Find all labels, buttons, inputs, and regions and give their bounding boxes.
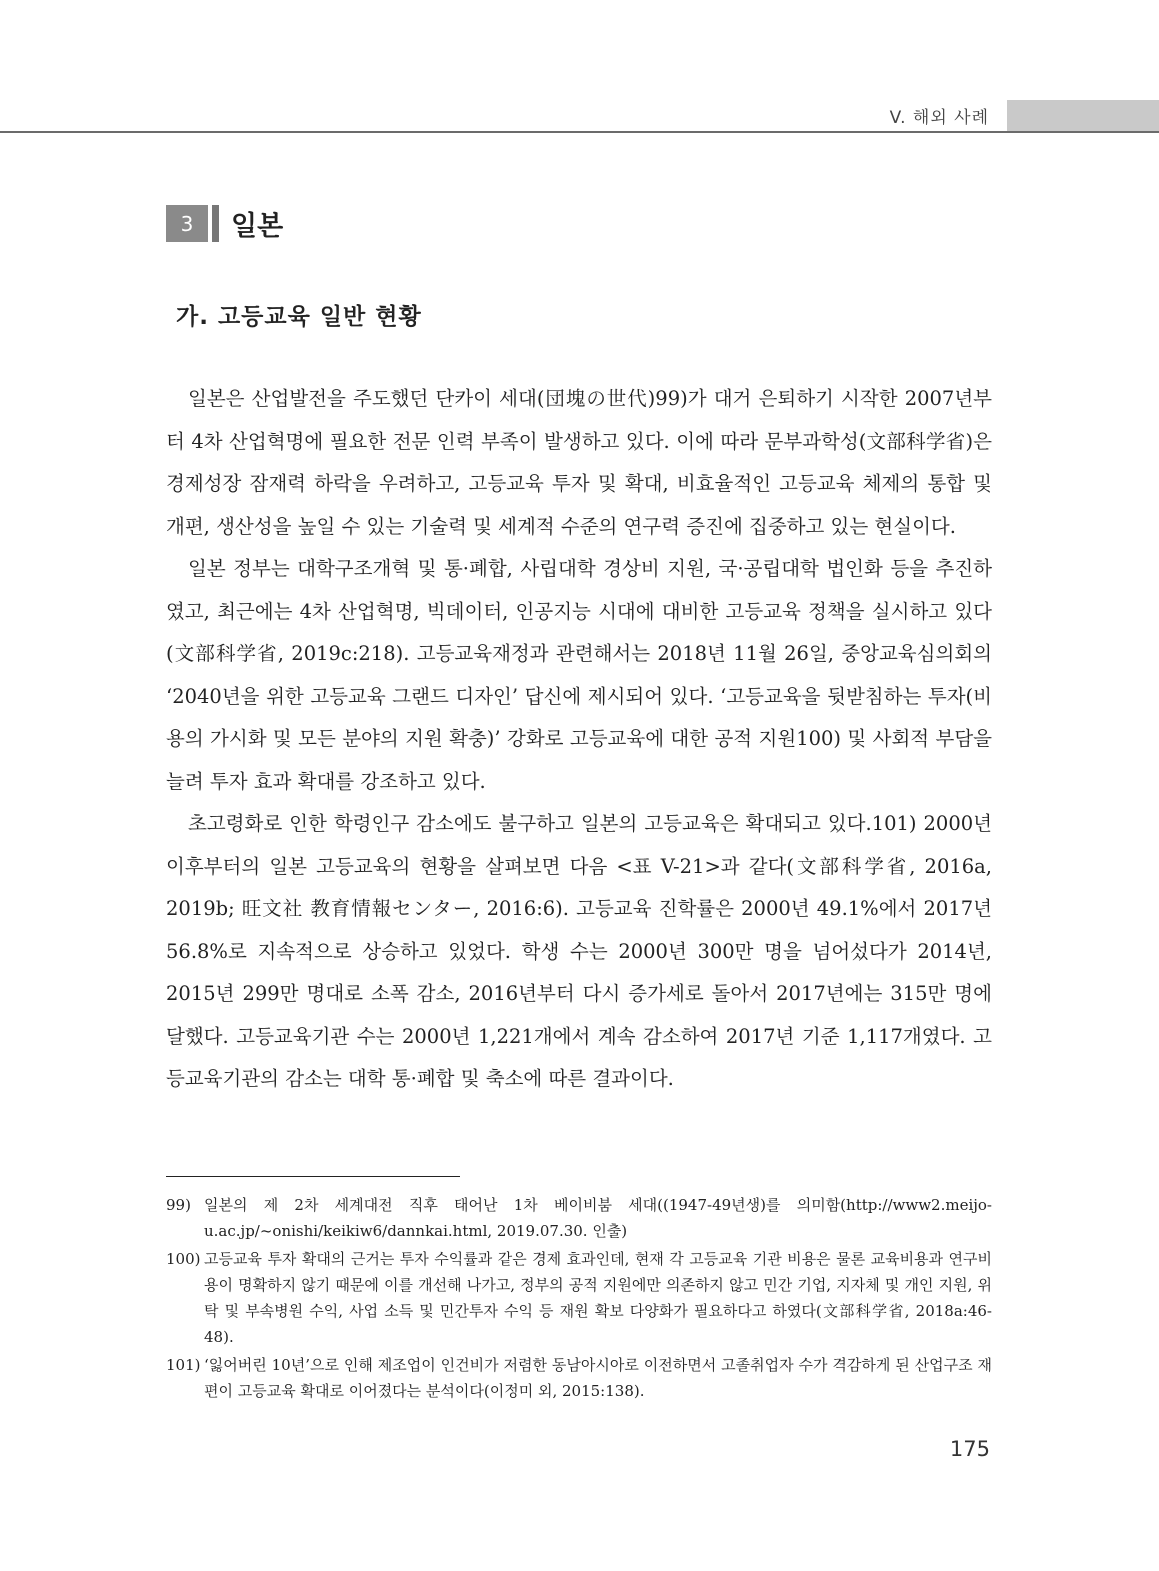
footnote-99 (166, 1192, 992, 1244)
chapter-label: V. 해외 사례 (889, 108, 989, 128)
body-text (166, 378, 992, 1101)
footnote-number: 101) (166, 1356, 201, 1374)
paragraph-1: 일본은 산업발전을 주도했던 단카이 세대(団塊の世代)99)가 대거 은퇴하기 시작한 2007년부터 4차 산업혁명에 필요한 전문 인력 부족이 발생하고 있다. 이에 따라 문부과학성(文部科学省)은 경제성장 잠재력 하락을 우려하고, 고등교육 투자 및 확대, 비효율적인 고등교육 체제의 통합 및 개편, 생산성을 높일 수 있는 기술력 및 세계적 수준의 연구력 증진에 집중하고 있는 현실이다. (166, 387, 992, 538)
page-header (0, 0, 1159, 135)
paragraph-3: 초고령화로 인한 학령인구 감소에도 불구하고 일본의 고등교육은 확대되고 있다.101) 2000년 이후부터의 일본 고등교육의 현황을 살펴보면 다음 <표 V-21>과 같다(文部科学省, 2016a, 2019b; 旺文社 教育情報センター, 2016:6). 고등교육 진학률은 2000년 49.1%에서 2017년 56.8%로 지속적으로 상승하고 있었다. 학생 수는 2000년 300만 명을 넘어섰다가 2014년, 2015년 299만 명대로 소폭 감소, 2016년부터 다시 증가세로 돌아서 2017년에는 315만 명에 달했다. 고등교육기관 수는 2000년 1,221개에서 계속 감소하여 2017년 기준 1,117개였다. 고등교육기관의 감소는 대학 통·폐합 및 축소에 따른 결과이다. (166, 812, 992, 1090)
footnote-text: ‘잃어버린 10년’으로 인해 제조업이 인건비가 저렴한 동남아시아로 이전하면서 고졸취업자 수가 격감하게 된 산업구조 재편이 고등교육 확대로 이어졌다는 분석이다(이정미 외, 2015:138). (204, 1356, 992, 1400)
subsection-title: 가. 고등교육 일반 현황 (176, 304, 422, 330)
header-rule (0, 131, 1159, 133)
footnote-number: 99) (166, 1196, 191, 1214)
section-heading (166, 205, 283, 242)
header-tab-block (1007, 100, 1159, 131)
page-number: 175 (949, 1437, 990, 1461)
section-divider-bar (212, 205, 219, 242)
footnote-rule (166, 1176, 460, 1177)
footnote-101 (166, 1352, 992, 1404)
paragraph-2: 일본 정부는 대학구조개혁 및 통·폐합, 사립대학 경상비 지원, 국·공립대학 법인화 등을 추진하였고, 최근에는 4차 산업혁명, 빅데이터, 인공지능 시대에 대비한 고등교육 정책을 실시하고 있다(文部科学省, 2019c:218). 고등교육재정과 관련해서는 2018년 11월 26일, 중앙교육심의회의 ‘2040년을 위한 고등교육 그랜드 디자인’ 답신에 제시되어 있다. ‘고등교육을 뒷받침하는 투자(비용의 가시화 및 모든 분야의 지원 확충)’ 강화로 고등교육에 대한 공적 지원100) 및 사회적 부담을 늘려 투자 효과 확대를 강조하고 있다. (166, 557, 992, 793)
footnote-text: 일본의 제 2차 세계대전 직후 태어난 1차 베이비붐 세대((1947-49년생)를 의미함(http://www2.meijo-u.ac.jp/~onishi/keikiw6/dannkai.html, 2019.07.30. 인출) (204, 1196, 992, 1240)
footnote-100 (166, 1246, 992, 1350)
footnote-number: 100) (166, 1250, 201, 1268)
footnotes (166, 1192, 992, 1406)
footnote-text: 고등교육 투자 확대의 근거는 투자 수익률과 같은 경제 효과인데, 현재 각 고등교육 기관 비용은 물론 교육비용과 연구비용이 명확하지 않기 때문에 이를 개선해 나가고, 정부의 공적 지원에만 의존하지 않고 민간 기업, 지자체 및 개인 지원, 위탁 및 부속병원 수익, 사업 소득 및 민간투자 수익 등 재원 확보 다양화가 필요하다고 하였다(文部科学省, 2018a:46-48). (204, 1250, 992, 1346)
section-title: 일본 (231, 211, 284, 242)
section-number-badge: 3 (166, 205, 208, 242)
